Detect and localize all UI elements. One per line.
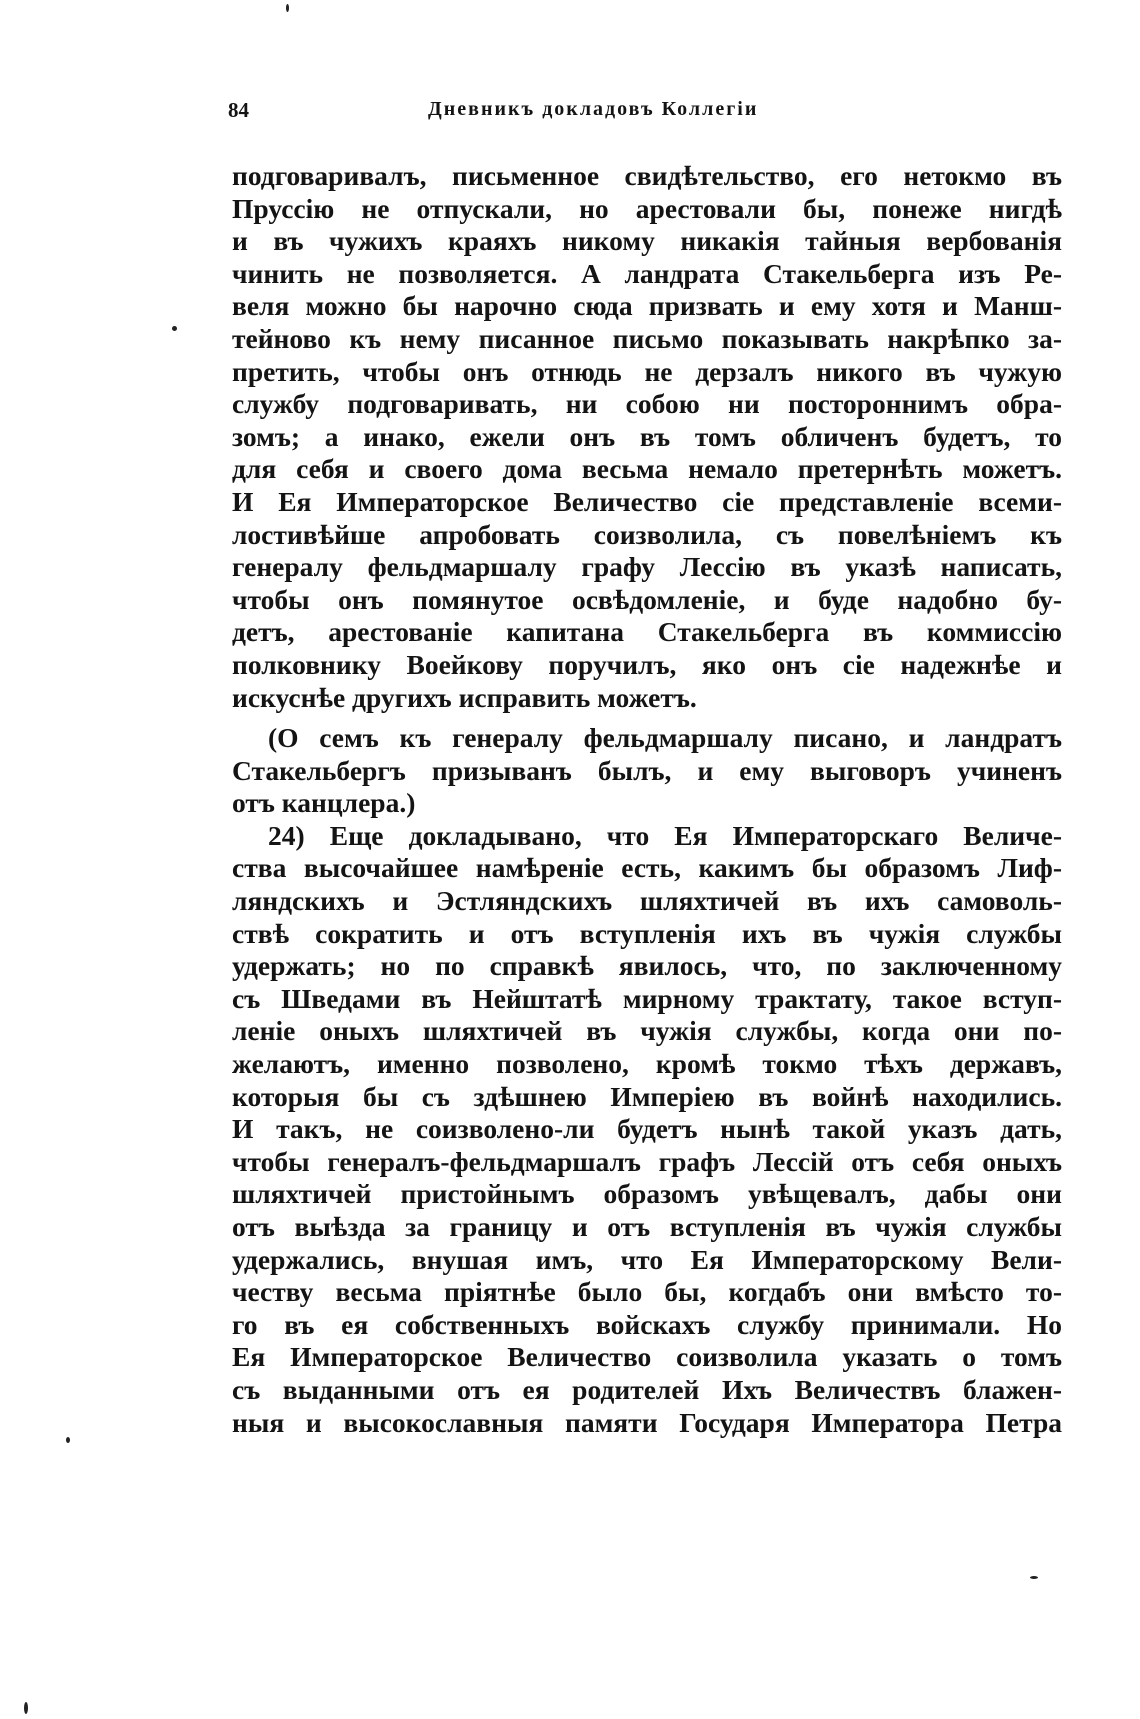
text-line: ствѣ сократить и отъ вступленія ихъ въ чужія службы bbox=[232, 917, 1062, 949]
text-line: И такъ, не соизволено-ли будетъ нынѣ такой указъ дать, bbox=[232, 1113, 1062, 1145]
text-line: полковнику Воейкову поручилъ, яко онъ сіе надежнѣе и bbox=[232, 648, 1062, 680]
paragraph bbox=[232, 820, 1062, 1439]
text-line: И Ея Императорское Величество сіе представленіе всеми- bbox=[232, 485, 1062, 517]
text-line: ляндскихъ и Эстляндскихъ шляхтичей въ ихъ самоволь- bbox=[232, 885, 1062, 917]
text-line: удержать; но по справкѣ явилось, что, по заключенному bbox=[232, 950, 1062, 982]
text-line: (О семъ къ генералу фельдмаршалу писано, и ландратъ bbox=[268, 722, 1062, 754]
page-number: 84 bbox=[228, 98, 249, 122]
text-line: чтобы генералъ-фельдмаршалъ графъ Лессій отъ себя оныхъ bbox=[232, 1145, 1062, 1177]
body-text bbox=[232, 160, 1062, 1439]
scan-speck bbox=[24, 1702, 28, 1714]
text-line: тейново къ нему писанное письмо показывать накрѣпко за- bbox=[232, 322, 1062, 354]
text-line: го въ ея собственныхъ войскахъ службу принимали. Но bbox=[232, 1308, 1062, 1340]
text-line: удержались, внушая имъ, что Ея Императорскому Вели- bbox=[232, 1243, 1062, 1275]
text-line: и въ чужихъ краяхъ никому никакія тайныя вербованія bbox=[232, 225, 1062, 257]
text-line: претить, чтобы онъ отнюдь не дерзалъ никого въ чужую bbox=[232, 355, 1062, 387]
text-line: чтобы онъ помянутое освѣдомленіе, и буде надобно бу- bbox=[232, 583, 1062, 615]
text-line: чинить не позволяется. А ландрата Стакельберга изъ Ре- bbox=[232, 257, 1062, 289]
text-line: желаютъ, именно позволено, кромѣ токмо тѣхъ державъ, bbox=[232, 1048, 1062, 1080]
text-line: 24) Еще докладывано, что Ея Императорскаго Величе- bbox=[268, 819, 1062, 851]
text-line: Пруссію не отпускали, но арестовали бы, понеже нигдѣ bbox=[232, 192, 1062, 224]
text-line: службу подговаривать, ни собою ни постороннимъ обра- bbox=[232, 388, 1062, 420]
text-line: съ Шведами въ Нейштатѣ мирному трактату, такое вступ- bbox=[232, 982, 1062, 1014]
text-line: шляхтичей пристойнымъ образомъ увѣщевалъ, дабы они bbox=[232, 1178, 1062, 1210]
text-line: генералу фельдмаршалу графу Лессію въ указѣ написать, bbox=[232, 551, 1062, 583]
text-line: веля можно бы нарочно сюда призвать и ему хотя и Манш- bbox=[232, 290, 1062, 322]
scan-speck bbox=[1030, 1576, 1038, 1579]
paragraph bbox=[232, 160, 1062, 714]
text-line: ныя и высокославныя памяти Государя Императора Петра bbox=[232, 1406, 1062, 1438]
scan-speck bbox=[172, 326, 177, 331]
text-line: съ выданными отъ ея родителей Ихъ Величествъ блажен- bbox=[232, 1373, 1062, 1405]
paragraph bbox=[232, 722, 1062, 820]
text-line: для себя и своего дома весьма немало претернѣть можетъ. bbox=[232, 453, 1062, 485]
text-line: ства высочайшее намѣреніе есть, какимъ бы образомъ Лиф- bbox=[232, 852, 1062, 884]
text-line: которыя бы съ здѣшнею Имперіею въ войнѣ находились. bbox=[232, 1080, 1062, 1112]
scan-speck bbox=[66, 1437, 70, 1443]
text-line: леніе оныхъ шляхтичей въ чужія службы, когда они по- bbox=[232, 1015, 1062, 1047]
text-line: детъ, арестованіе капитана Стакельберга въ коммиссію bbox=[232, 616, 1062, 648]
text-line: честву весьма пріятнѣе было бы, когдабъ они вмѣсто то- bbox=[232, 1276, 1062, 1308]
text-line: подговаривалъ, письменное свидѣтельство, его нетокмо въ bbox=[232, 160, 1062, 191]
text-line: лостивѣйше апробовать соизволила, съ повелѣніемъ къ bbox=[232, 518, 1062, 550]
text-line: Ея Императорское Величество соизволила указать о томъ bbox=[232, 1341, 1062, 1373]
text-line: отъ выѣзда за границу и отъ вступленія въ чужія службы bbox=[232, 1211, 1062, 1242]
text-line: отъ канцлера.) bbox=[232, 787, 416, 819]
scan-speck bbox=[286, 4, 289, 12]
text-line: искуснѣе другихъ исправить можетъ. bbox=[232, 681, 697, 713]
page-header bbox=[228, 98, 858, 128]
running-head: Дневникъ докладовъ Коллегіи bbox=[428, 98, 759, 120]
text-line: зомъ; а инако, ежели онъ въ томъ обличенъ будетъ, то bbox=[232, 420, 1062, 452]
text-line: Стакельбергъ призыванъ былъ, и ему выговоръ учиненъ bbox=[232, 754, 1062, 786]
